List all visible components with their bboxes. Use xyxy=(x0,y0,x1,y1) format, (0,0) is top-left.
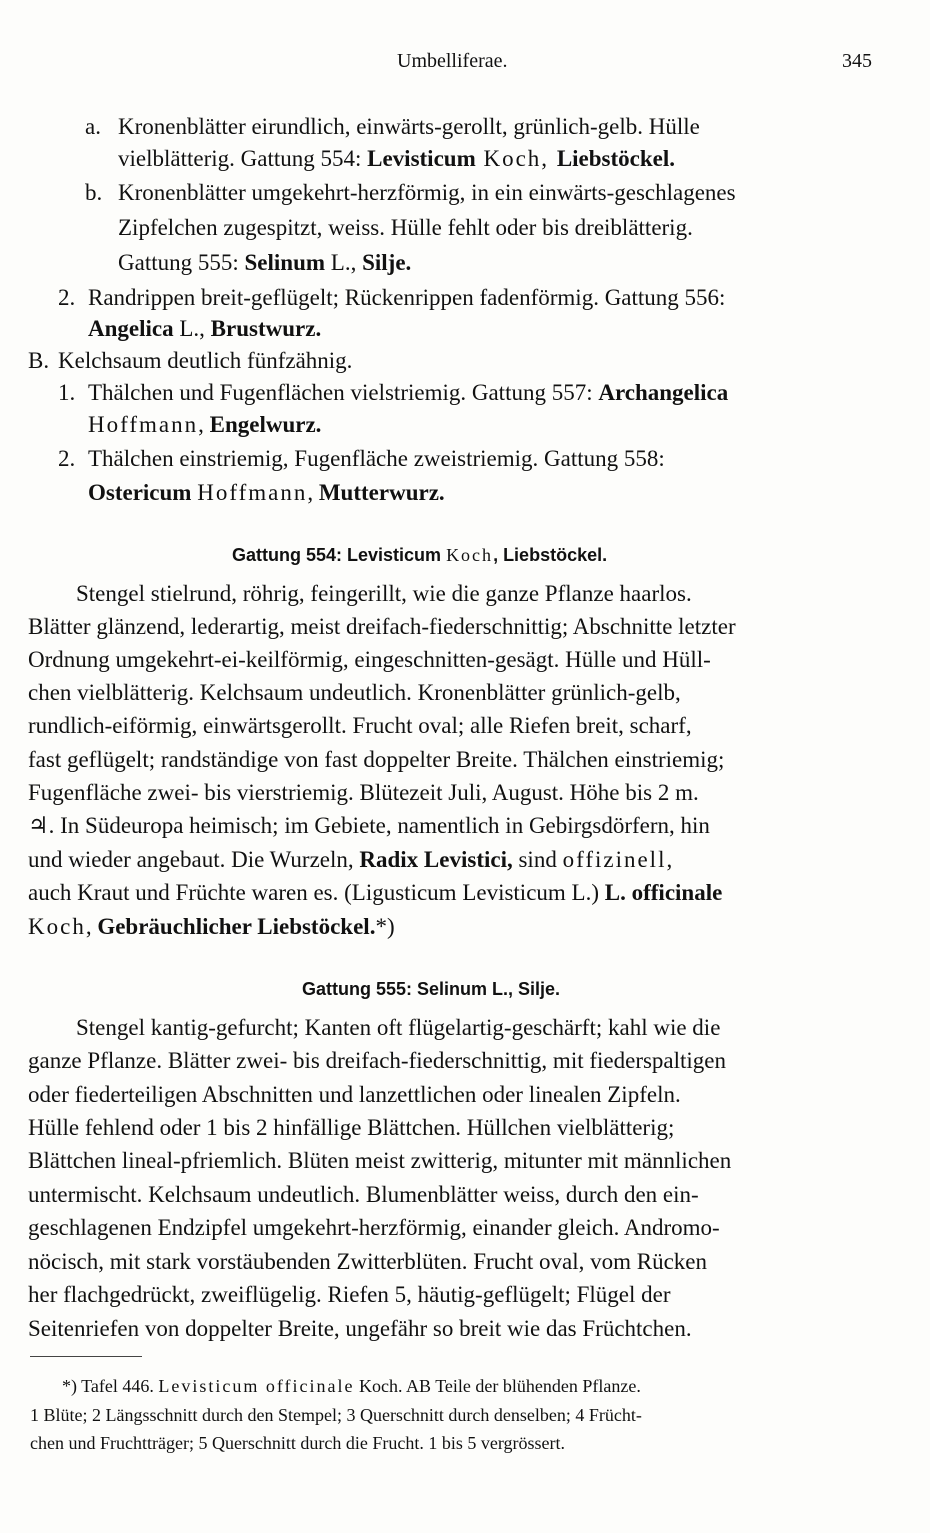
g554-line-4: chen vielblätterig. Kelchsaum undeutlich. Kronenblätter grünlich-gelb, xyxy=(28,680,681,705)
g554-line-5: rundlich-eiförmig, einwärtsgerollt. Frucht oval; alle Riefen breit, scharf, xyxy=(28,713,692,738)
running-header-title: Umbelliferae. xyxy=(397,50,508,72)
common-name: Silje. xyxy=(362,250,412,275)
footnote-divider xyxy=(30,1356,142,1357)
common-name: Engelwurz. xyxy=(209,412,322,437)
common-name: Liebstöckel. xyxy=(556,146,676,171)
key-B2-line-1 xyxy=(88,444,665,474)
g555-line-6: untermischt. Kelchsaum undeutlich. Blumenblätter weiss, durch den ein- xyxy=(28,1182,699,1207)
text-run: auch Kraut und Früchte waren es. (Ligusticum Levisticum L.) xyxy=(28,880,605,905)
g555-line-8: nöcisch, mit stark vorstäubenden Zwitterblüten. Frucht oval, vom Rücken xyxy=(28,1249,707,1274)
species-name: Levisticum officinale xyxy=(158,1376,355,1396)
text-run: Thälchen einstriemig, Fugenfläche zweistriemig. Gattung 558: xyxy=(88,446,665,471)
key-b-line-2 xyxy=(118,213,693,243)
key-B1-marker: 1. xyxy=(58,380,76,405)
key-2-line-2 xyxy=(88,314,321,344)
key-2-marker: 2. xyxy=(58,285,76,310)
text-run: , xyxy=(198,412,210,437)
genus-name: Ostericum xyxy=(88,480,192,505)
g554-line-10 xyxy=(28,878,722,908)
key-a-marker: a. xyxy=(85,114,101,139)
text-run: , xyxy=(666,847,673,872)
text-run: Zipfelchen zugespitzt, weiss. Hülle fehlt oder bis dreiblätterig. xyxy=(118,215,693,240)
text-run: *) Tafel 446. xyxy=(62,1376,159,1396)
text-run: Kronenblätter eirundlich, einwärts-gerollt, grünlich-gelb. Hülle xyxy=(118,114,700,139)
footnote-line-3: chen und Fruchtträger; 5 Querschnitt durch die Frucht. 1 bis 5 vergrössert. xyxy=(30,1433,566,1453)
key-b-line-1 xyxy=(118,178,736,208)
g554-line-3: Ordnung umgekehrt-ei-keilförmig, eingeschnitten-gesägt. Hülle und Hüll- xyxy=(28,647,711,672)
text-run: , xyxy=(307,480,319,505)
text-run: Gattung 554: Levisticum xyxy=(232,545,447,565)
text-run: und wieder angebaut. Die Wurzeln, xyxy=(28,847,360,872)
drug-name: Radix Levistici, xyxy=(359,847,513,872)
g555-line-4: Hülle fehlend oder 1 bis 2 hinfällige Blättchen. Hüllchen vielblätterig; xyxy=(28,1115,675,1140)
g555-line-3: oder fiederteiligen Abschnitten und lanzettlichen oder linealen Zipfeln. xyxy=(28,1082,681,1107)
author-name: Hoffmann xyxy=(197,480,308,505)
text-run: L., xyxy=(325,250,363,275)
genus-name: Archangelica xyxy=(598,380,729,405)
page-number: 345 xyxy=(842,50,872,72)
common-name: Gebräuchlicher Liebstöckel. xyxy=(97,914,376,939)
footnote-line-2: 1 Blüte; 2 Längsschnitt durch den Stempel; 3 Querschnitt durch denselben; 4 Frücht- xyxy=(30,1405,642,1425)
g555-line-10: Seitenriefen von doppelter Breite, ungefähr so breit wie das Früchtchen. xyxy=(28,1316,692,1341)
author-name: Koch xyxy=(28,914,86,939)
text-run: L., xyxy=(173,316,211,341)
footnote-marker: *) xyxy=(375,914,395,939)
g554-line-1: Stengel stielrund, röhrig, feingerillt, wie die ganze Pflanze haarlos. xyxy=(76,581,692,606)
g554-line-6: fast geflügelt; randständige von fast doppelter Breite. Thälchen einstriemig; xyxy=(28,747,725,772)
author-name: Hoffmann xyxy=(88,412,199,437)
emphasis-text: offizinell xyxy=(562,847,667,872)
genus-name: Angelica xyxy=(88,316,174,341)
text-run: , xyxy=(85,914,98,939)
text-run: Koch. AB Teile der blühenden Pflanze. xyxy=(354,1376,641,1396)
g555-line-2: ganze Pflanze. Blätter zwei- bis dreifach-fiederschnittig, mit fiederspaltigen xyxy=(28,1048,727,1073)
key-B-line-1 xyxy=(58,346,352,376)
g554-line-9 xyxy=(28,845,672,875)
key-2-line-1 xyxy=(88,283,725,313)
key-B2-line-2 xyxy=(88,478,445,508)
genus-name: Selinum xyxy=(244,250,326,275)
key-b-marker: b. xyxy=(85,180,103,205)
g555-line-9: her flachgedrückt, zweiflügelig. Riefen 5, häutig-geflügelt; Flügel der xyxy=(28,1282,671,1307)
text-run: , Liebstöckel. xyxy=(493,545,608,565)
g555-line-7: geschlagenen Endzipfel umgekehrt-herzförmig, einander gleich. Andromo- xyxy=(28,1215,720,1240)
g554-line-2: Blätter glänzend, lederartig, meist dreifach-fiederschnittig; Abschnitte letzter xyxy=(28,614,736,639)
key-B1-line-2 xyxy=(88,410,321,440)
text-run: Thälchen und Fugenflächen vielstriemig. Gattung 557: xyxy=(88,380,599,405)
key-B2-marker: 2. xyxy=(58,446,76,471)
author-name: Koch, xyxy=(475,146,557,171)
common-name: Brustwurz. xyxy=(210,316,322,341)
key-B1-line-1 xyxy=(88,378,728,408)
text-run: Kelchsaum deutlich fünfzähnig. xyxy=(58,348,353,373)
text-run: sind xyxy=(512,847,563,872)
common-name: Mutterwurz. xyxy=(318,480,445,505)
text-run: Kronenblätter umgekehrt-herzförmig, in ein einwärts-geschlagenes xyxy=(118,180,736,205)
key-b-line-3 xyxy=(118,248,411,278)
key-B-marker: B. xyxy=(28,348,50,373)
genus-name: Levisticum xyxy=(367,146,476,171)
key-a-line-2 xyxy=(118,144,675,174)
footnote-line-1 xyxy=(62,1373,641,1399)
g554-line-8: ♃. In Südeuropa heimisch; im Gebiete, namentlich in Gebirgsdörfern, hin xyxy=(28,813,710,838)
author-name: Koch xyxy=(446,545,494,565)
section-heading-555: Gattung 555: Selinum L., Silje. xyxy=(302,979,561,999)
text-run: Gattung 555: xyxy=(118,250,245,275)
text-run: vielblätterig. Gattung 554: xyxy=(118,146,368,171)
g554-line-7: Fugenfläche zwei- bis vierstriemig. Blütezeit Juli, August. Höhe bis 2 m. xyxy=(28,780,699,805)
g555-line-5: Blättchen lineal-pfriemlich. Blüten meist zwitterig, mitunter mit männlichen xyxy=(28,1148,732,1173)
section-heading-554 xyxy=(232,540,607,570)
g554-line-11 xyxy=(28,912,395,942)
g555-line-1: Stengel kantig-gefurcht; Kanten oft flügelartig-geschärft; kahl wie die xyxy=(76,1015,721,1040)
species-name: L. officinale xyxy=(604,880,723,905)
text-run: Randrippen breit-geflügelt; Rückenrippen fadenförmig. Gattung 556: xyxy=(88,285,726,310)
key-a-line-1 xyxy=(118,112,700,142)
